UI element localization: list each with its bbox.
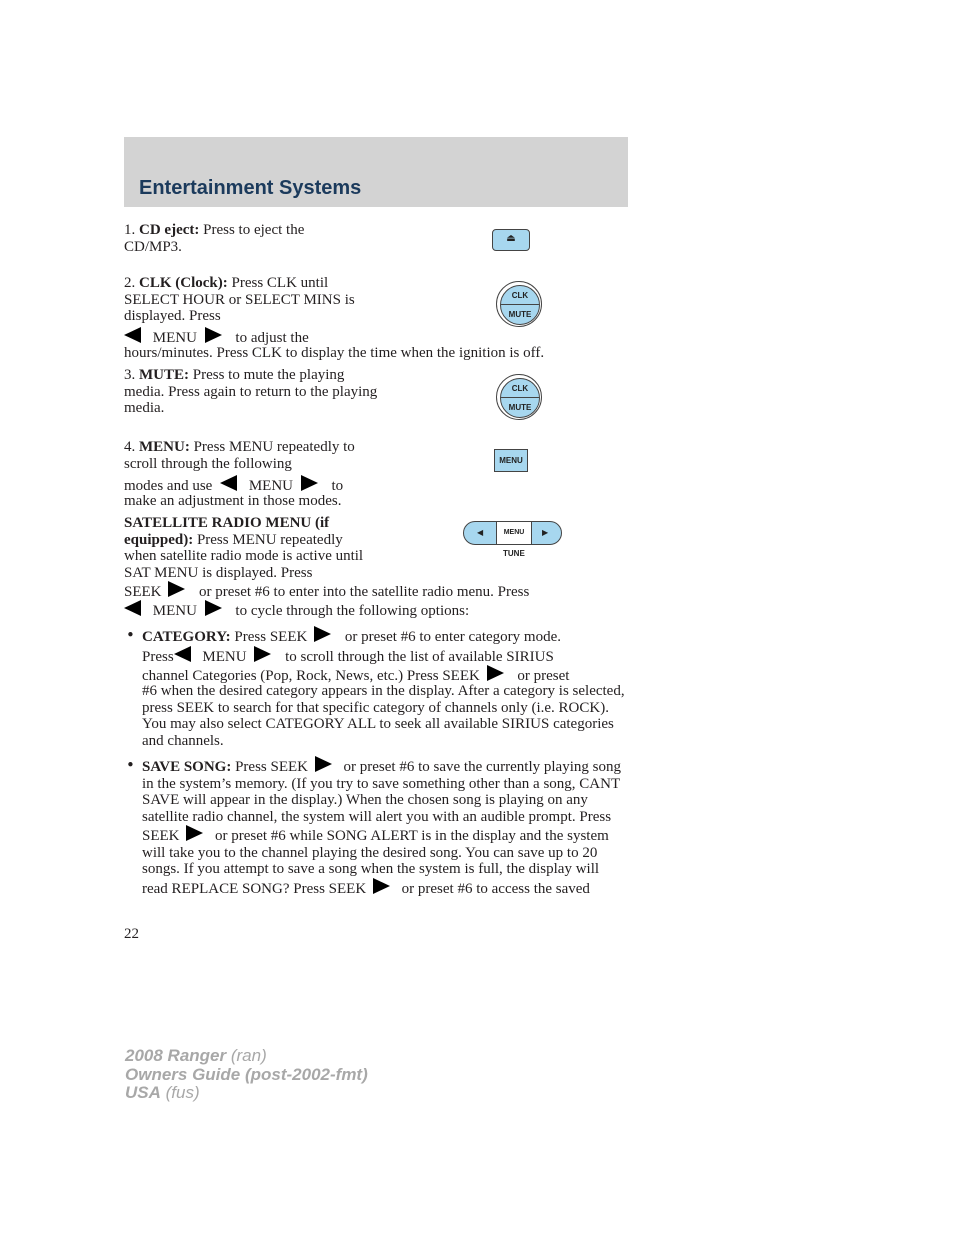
right-arrow-icon xyxy=(315,756,332,772)
page-title: Entertainment Systems xyxy=(139,177,362,199)
clk-button-label-2[interactable]: CLK xyxy=(501,379,539,398)
category-line-2: Press MENU to scroll through the list of available SIRIUS xyxy=(142,646,628,666)
eject-icon: ⏏ xyxy=(506,233,516,244)
right-arrow-icon xyxy=(314,626,331,642)
clk-mute-button[interactable] xyxy=(496,281,542,327)
cd-eject-label: CD eject: xyxy=(139,222,200,238)
item-cd-eject: 1. CD eject: Press to eject the CD/MP3. xyxy=(124,222,305,255)
menu-button[interactable]: MENU xyxy=(494,449,528,472)
menu-label: MENU: xyxy=(139,439,190,455)
cd-eject-button[interactable] xyxy=(492,229,530,251)
left-arrow-icon xyxy=(124,600,141,616)
menu-line-d: make an adjustment in those modes. xyxy=(124,493,342,509)
tune-control[interactable] xyxy=(463,521,562,545)
category-label: CATEGORY: xyxy=(142,629,231,645)
right-arrow-icon xyxy=(205,600,222,616)
page-number: 22 xyxy=(124,926,139,942)
left-arrow-icon xyxy=(124,327,141,343)
sat-radio-menu: SATELLITE RADIO MENU (if equipped): Press MENU repeatedly when satellite radio mode is active until SAT MENU is displayed. Press xyxy=(124,515,364,581)
clk-mute-knob-2 xyxy=(500,378,540,418)
header-band xyxy=(124,137,628,207)
clk-mute-button-2[interactable] xyxy=(496,374,542,420)
right-arrow-icon xyxy=(168,581,185,597)
clk-menu-line: MENU to adjust the xyxy=(124,327,384,347)
tune-right-icon[interactable]: ▶ xyxy=(542,528,549,537)
tune-menu-button[interactable]: MENU xyxy=(496,522,532,544)
footer-line-2: Owners Guide (post-2002-fmt) xyxy=(125,1064,368,1084)
tune-left-icon[interactable]: ◀ xyxy=(477,528,484,537)
category-line-4: #6 when the desired category appears in the display. After a category is selected, press SEEK to search for that specific category of channels only (i.e. ROCK). You may also select CATEGORY ALL to seek all available SIRIUS categories and channels. xyxy=(142,683,625,749)
right-arrow-icon xyxy=(254,646,271,662)
mute-label: MUTE: xyxy=(139,367,189,383)
clk-line-c: hours/minutes. Press CLK to display the time when the ignition is off. xyxy=(124,345,545,361)
left-arrow-icon xyxy=(174,646,191,662)
sat-line-b: SEEK or preset #6 to enter into the satellite radio menu. Press xyxy=(124,581,624,601)
item-menu: 4. MENU: Press MENU repeatedly to scroll through the following xyxy=(124,439,355,472)
footer-line-3: USA (fus) xyxy=(125,1083,200,1102)
footer-line-1: 2008 Ranger (ran) xyxy=(125,1046,267,1065)
left-arrow-icon xyxy=(220,475,237,491)
menu-line-b: modes and use MENU to xyxy=(124,475,384,495)
right-arrow-icon xyxy=(205,327,222,343)
category-line-3: channel Categories (Pop, Rock, News, etc.) Press SEEK or preset xyxy=(142,665,628,685)
footer xyxy=(125,1047,368,1103)
tune-label: TUNE xyxy=(503,549,525,558)
save-song-paragraph: SAVE SONG: Press SEEK or preset #6 to save the currently playing song in the system’s memory. (If you try to save something other than a song, CANT SAVE will appear in the display.) When the chosen song is playing on any satellite radio channel, the system will alert you with an audible prompt. Press SEEK or preset #6 while SONG ALERT is in the display and the system will take you to the channel playing the desired song. You can save up to 20 songs. If you attempt to save a song when the system is full, the display will read REPLACE SONG? Press SEEK or preset #6 to access the saved xyxy=(142,756,626,897)
right-arrow-icon xyxy=(301,475,318,491)
mute-button-label-2[interactable]: MUTE xyxy=(508,403,532,412)
sat-line-c: MENU to cycle through the following options: xyxy=(124,600,624,620)
clk-button-label[interactable]: CLK xyxy=(501,286,539,305)
mute-button-label[interactable]: MUTE xyxy=(508,310,532,319)
clk-label: CLK (Clock): xyxy=(139,275,228,291)
right-arrow-icon xyxy=(487,665,504,681)
right-arrow-icon xyxy=(186,825,203,841)
right-arrow-icon xyxy=(373,878,390,894)
bullet-dot: • xyxy=(126,626,135,644)
bullet-dot: • xyxy=(126,756,135,774)
item-clk: 2. CLK (Clock): Press CLK until SELECT HOUR or SELECT MINS is displayed. Press xyxy=(124,275,355,324)
category-line-1: CATEGORY: Press SEEK or preset #6 to enter category mode. xyxy=(142,626,628,646)
item-mute: 3. MUTE: Press to mute the playing media. Press again to return to the playing media. xyxy=(124,367,378,416)
clk-mute-knob xyxy=(500,285,540,325)
save-song-label: SAVE SONG: xyxy=(142,759,232,775)
sat-radio-label: SATELLITE RADIO MENU (if equipped): xyxy=(124,515,330,548)
